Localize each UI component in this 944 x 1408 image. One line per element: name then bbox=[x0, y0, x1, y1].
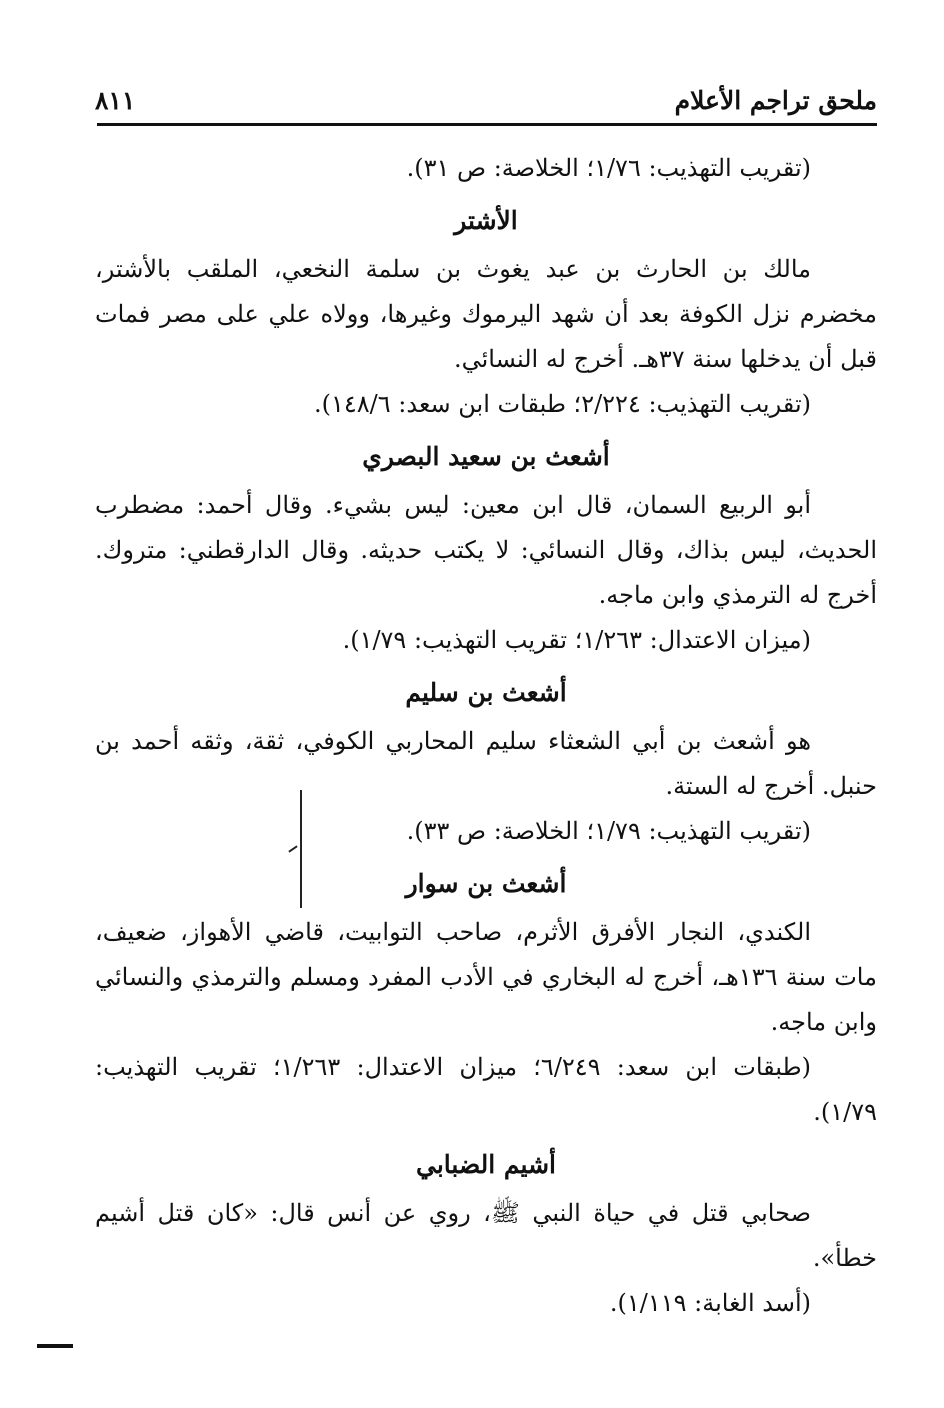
entry-body: صحابي قتل في حياة النبي ﷺ، روي عن أنس قال: «كان قتل أشيم خطأ». bbox=[95, 1199, 877, 1272]
entry-source: (طبقات ابن سعد: ٦/٢٤٩؛ ميزان الاعتدال: ١/٢٦٣؛ تقريب التهذيب: ١/٧٩). bbox=[95, 1053, 877, 1126]
entry-ashath-ibn-said bbox=[95, 433, 877, 663]
corner-mark bbox=[37, 1344, 73, 1348]
entry-body: هو أشعث بن أبي الشعثاء سليم المحاربي الكوفي، ثقة، وثقه أحمد بن حنبل. أخرج له الستة. bbox=[95, 727, 877, 800]
entry-heading: أشعث بن سعيد البصري bbox=[362, 442, 610, 471]
intro-source-citation: (تقريب التهذيب: ١/٧٦؛ الخلاصة: ص ٣١). bbox=[406, 154, 811, 182]
entry-ashyam-aldababi bbox=[95, 1141, 877, 1326]
entry-source: (أسد الغابة: ١/١١٩). bbox=[609, 1289, 811, 1317]
margin-scribble-line bbox=[300, 790, 302, 908]
entry-ashath-ibn-sulaym bbox=[95, 669, 877, 854]
entry-ashtar bbox=[95, 197, 877, 427]
page-header bbox=[95, 84, 877, 120]
entry-source: (ميزان الاعتدال: ١/٢٦٣؛ تقريب التهذيب: ١/٧٩). bbox=[342, 626, 811, 654]
entry-heading: أشيم الضبابي bbox=[416, 1150, 556, 1179]
page-number: ٨١١ bbox=[95, 86, 136, 115]
entry-heading: أشعث بن سوار bbox=[405, 869, 567, 898]
entry-heading: الأشتر bbox=[454, 206, 518, 235]
entry-ashath-ibn-sawwar bbox=[95, 860, 877, 1135]
entry-body: أبو الربيع السمان، قال ابن معين: ليس بشيء. وقال أحمد: مضطرب الحديث، ليس بذاك، وقال النسائي: لا يكتب حديثه. وقال الدارقطني: متروك. أخرج له الترمذي وابن ماجه. bbox=[95, 491, 877, 609]
entry-source: (تقريب التهذيب: ٢/٢٢٤؛ طبقات ابن سعد: ١٤٨/٦). bbox=[314, 390, 811, 418]
entry-body: الكندي، النجار الأفرق الأثرم، صاحب التوابيت، قاضي الأهواز، ضعيف، مات سنة ١٣٦هـ، أخرج له البخاري في الأدب المفرد ومسلم والترمذي والنسائي وابن ماجه. bbox=[95, 918, 877, 1036]
running-title: ملحق تراجم الأعلام bbox=[674, 86, 877, 115]
entry-heading: أشعث بن سليم bbox=[405, 678, 567, 707]
entry-body: مالك بن الحارث بن عبد يغوث بن سلمة النخعي، الملقب بالأشتر، مخضرم نزل الكوفة بعد أن شهد اليرموك وغيرها، وولاه علي على مصر فمات قبل أن يدخلها سنة ٣٧هـ. أخرج له النسائي. bbox=[95, 255, 877, 373]
header-rule bbox=[97, 123, 877, 126]
entry-source: (تقريب التهذيب: ١/٧٩؛ الخلاصة: ص ٣٣). bbox=[406, 817, 811, 845]
page-content bbox=[95, 146, 877, 1326]
